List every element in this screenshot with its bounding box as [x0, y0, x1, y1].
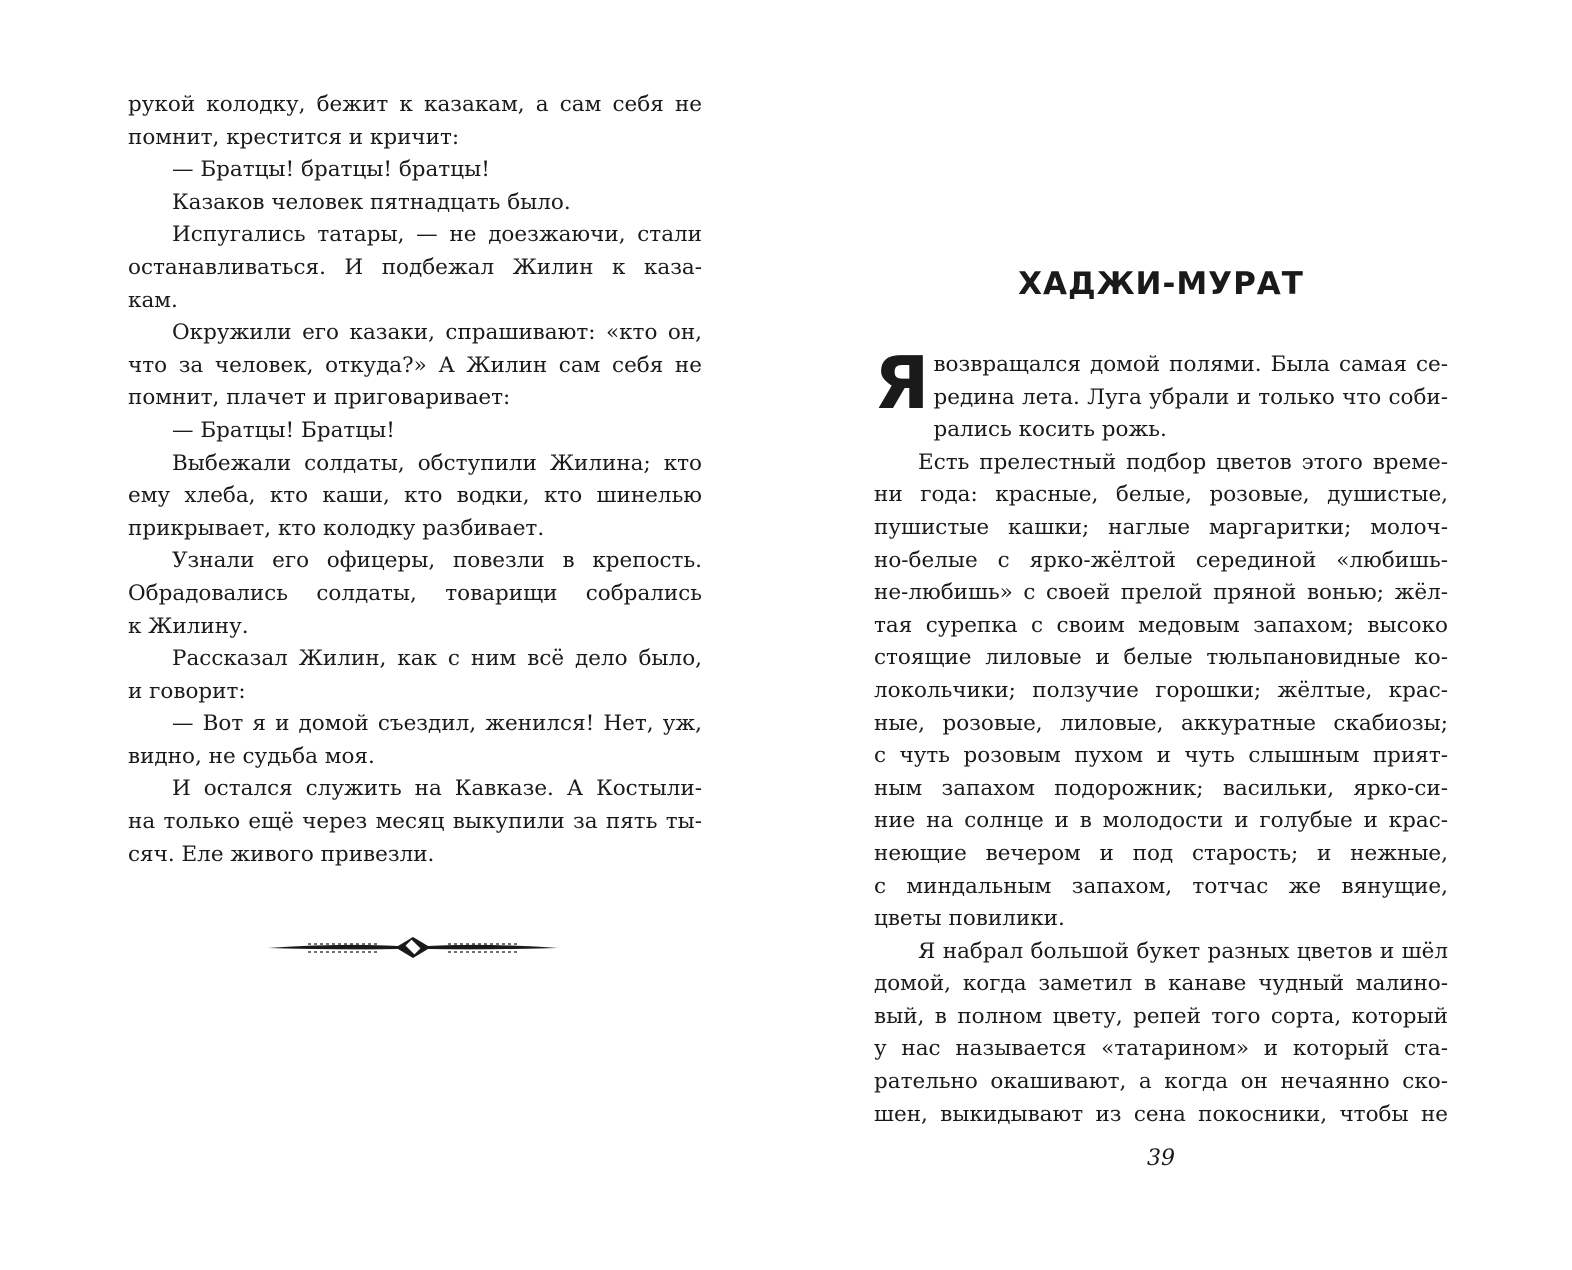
text-line: помнит, крестится и кричит:: [128, 124, 460, 150]
text-line: — Братцы! братцы! братцы!: [172, 157, 490, 183]
text-line: Я набрал большой букет разных цветов и шёл: [918, 938, 1448, 964]
text-line: Обрадовались солдаты, товарищи собрались: [128, 580, 702, 606]
text-line: неющие вечером и под старость; и нежные,: [874, 840, 1448, 866]
text-line: рукой колодку, бежит к казакам, а сам себя не: [128, 92, 702, 117]
text-line: Рассказал Жилин, как с ним всё дело было,: [172, 646, 702, 672]
text-line: тая сурепка с своим медовым запахом; высоко: [874, 612, 1448, 638]
text-line: И остался служить на Кавказе. А Костыли-: [172, 776, 702, 802]
text-line: прикрывает, кто колодку разбивает.: [128, 515, 545, 541]
right-text-column: [874, 341, 1448, 1131]
chapter-title: ХАДЖИ-МУРАТ: [1018, 266, 1304, 302]
text-line: локольчики; ползучие горошки; жёлтые, крас-: [874, 677, 1448, 703]
text-line: рались косить рожь.: [933, 417, 1167, 443]
text-line: Есть прелестный подбор цветов этого време-: [918, 449, 1448, 475]
text-line: редина лета. Луга убрали и только что соби-: [933, 384, 1448, 410]
text-line: Узнали его офицеры, повезли в крепость.: [172, 548, 702, 574]
text-line: вый, в полном цвету, репей того сорта, который: [874, 1003, 1448, 1029]
ornament-divider: [268, 934, 558, 960]
text-line: видно, не судьба моя.: [128, 743, 375, 769]
drop-cap: Я: [874, 341, 930, 425]
text-line: ние на солнце и в молодости и голубые и крас-: [874, 808, 1448, 834]
text-line: ему хлеба, кто каши, кто водки, кто шинелью: [128, 483, 702, 509]
text-line: шен, выкидывают из сена покосники, чтобы не: [874, 1101, 1448, 1127]
text-line: ни года: красные, белые, розовые, душистые,: [874, 482, 1448, 508]
text-line: ные, розовые, лиловые, аккуратные скабиозы;: [874, 710, 1448, 736]
text-line: возвращался домой полями. Была самая се-: [933, 352, 1448, 377]
text-line: стоящие лиловые и белые тюльпановидные ко-: [874, 645, 1448, 671]
text-line: цветы повилики.: [874, 906, 1065, 932]
text-line: не-любишь» с своей прелой пряной вонью; жёл-: [874, 580, 1448, 606]
text-line: рательно окашивают, а когда он нечаянно ско-: [874, 1069, 1448, 1095]
text-line: ным запахом подорожник; васильки, ярко-си-: [874, 775, 1448, 801]
text-line: останавливаться. И подбежал Жилин к каза-: [128, 254, 702, 280]
text-line: с миндальным запахом, тотчас же вянущие,: [874, 873, 1448, 899]
text-line: и говорит:: [128, 678, 246, 704]
left-text-column: [128, 89, 702, 871]
text-line: Окружили его казаки, спрашивают: «кто он,: [172, 320, 702, 346]
page-number: 39: [1147, 1146, 1175, 1171]
text-line: у нас называется «татарином» и который ста-: [874, 1036, 1448, 1062]
text-line: но-белые с ярко-жёлтой серединой «любишь-: [874, 547, 1448, 573]
text-line: сяч. Еле живого привезли.: [128, 841, 435, 867]
text-line: помнит, плачет и приговаривает:: [128, 385, 511, 411]
text-line: пушистые кашки; наглые маргаритки; молоч-: [874, 514, 1448, 540]
text-line: домой, когда заметил в канаве чудный малино-: [874, 971, 1448, 997]
right-page: [786, 0, 1572, 1270]
text-line: к Жилину.: [128, 613, 249, 639]
text-line: Испугались татары, — не доезжаючи, стали: [172, 222, 702, 248]
text-line: на только ещё через месяц выкупили за пять ты-: [128, 809, 702, 835]
text-line: что за человек, откуда?» А Жилин сам себя не: [128, 352, 702, 378]
text-line: с чуть розовым пухом и чуть слышным прият-: [874, 743, 1448, 769]
text-line: Выбежали солдаты, обступили Жилина; кто: [172, 450, 702, 476]
text-line: Казаков человек пятнадцать было.: [172, 189, 571, 215]
text-line: — Братцы! Братцы!: [172, 417, 395, 443]
text-line: — Вот я и домой съездил, женился! Нет, уж,: [172, 711, 702, 737]
text-line: кам.: [128, 287, 178, 313]
